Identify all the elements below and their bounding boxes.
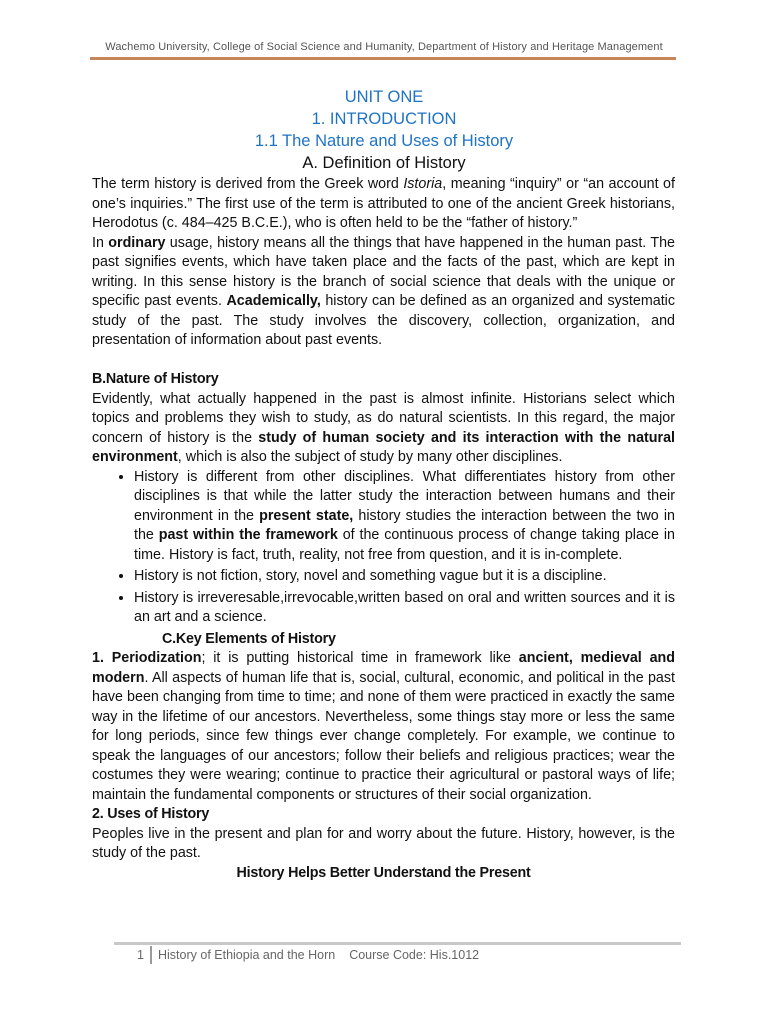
uses-subheading: History Helps Better Understand the Present — [236, 864, 531, 881]
subsection-title: A. Definition of History — [302, 154, 466, 172]
section-title: 1.1 The Nature and Uses of History — [254, 132, 514, 150]
greek-word: Istoria — [403, 176, 443, 192]
key-elements-heading: C.Key Elements of History — [162, 630, 336, 647]
bold-term: Academically, — [226, 293, 321, 309]
course-title: History of Ethiopia and the Horn — [158, 948, 336, 962]
document-body — [92, 175, 675, 883]
uses-heading: 2. Uses of History — [92, 806, 210, 822]
page-footer — [114, 946, 479, 964]
list-item: • History is not fiction, story, novel and something vague but it is a discipline. — [134, 567, 675, 587]
nature-paragraph: Evidently, what actually happened in the past is almost infinite. Historians select which topics and problems they wish to study, as do natural scientists. In this regard, the major concern of history is the study of human society and its interaction with the natural environment, which is also the subject of study by many other disciplines. — [92, 390, 675, 465]
list-item: • History is irreveresable,irrevocable,written based on oral and written sources and it is an art and a science. — [134, 589, 675, 628]
page-header: Wachemo University, College of Social Science and Humanity, Department of History and Heritage Management — [105, 41, 663, 53]
bold-term: ordinary — [108, 234, 166, 251]
page-number: 1 — [137, 948, 144, 962]
list-item: • History is different from other disciplines. What differentiates history from other disciplines is that while the latter study the interaction between humans and their environment in the present state, history studies the interaction between the two in the past within the framework of the continuous process of change taking place in time. History is fact, truth, reality, not free from question, and it is in-complete. — [134, 468, 675, 566]
periodization-paragraph: 1. Periodization; it is putting historical time in framework like ancient, medieval and modern. All aspects of human life that is, social, cultural, economic, and political in the past have been changing from time to time; and none of them were practiced in exactly the same way in the lifetime of our ancestors. Nevertheless, some things stay more or less the same for long periods, since few things ever change completely. For example, we continue to speak the languages of our ancestors; follow their beliefs and religious practices; wear the costumes they were wearing; continue to practice their agricultural or pastoral ways of life; maintain the fundamental components or structures of their social organization. — [92, 650, 675, 803]
bold-term: present state, — [259, 507, 354, 524]
bold-term: 1. Periodization — [92, 650, 202, 666]
definition-paragraph-1: The term history is derived from the Greek word Istoria, meaning “inquiry” or “an account of one’s inquiries.” The first use of the term is attributed to one of the ancient Greek historians, Herodotus (c. 484–425 B.C.E.), who is often held to be the “father of history.” — [92, 176, 675, 231]
unit-title: UNIT ONE — [344, 88, 424, 106]
bold-term: ancient, medieval and modern — [92, 650, 675, 686]
header-divider — [90, 57, 676, 60]
definition-paragraph-2: In ordinary usage, history means all the things that have happened in the human past. The past signifies events, which have taken place and the facts of the past, which are kept in writing. In this sense history is the branch of social science that deals with the unique or specific past events. Academically, history can be defined as an organized and systematic study of the past. The study involves the discovery, collection, organization, and presentation of information about past events. — [92, 234, 675, 348]
bold-term: past within the framework — [158, 527, 338, 543]
nature-heading: B.Nature of History — [92, 371, 219, 387]
bold-term: study of human society and its interaction with the natural environment — [92, 429, 675, 465]
uses-paragraph: Peoples live in the present and plan for and worry about the future. History, however, is the study of the past. — [92, 825, 675, 861]
footer-divider — [114, 942, 681, 945]
nature-bullet-list — [92, 468, 675, 628]
chapter-title: 1. INTRODUCTION — [311, 110, 457, 128]
course-code: Course Code: His.1012 — [349, 948, 480, 962]
title-block — [0, 86, 768, 174]
footer-separator — [150, 946, 152, 964]
